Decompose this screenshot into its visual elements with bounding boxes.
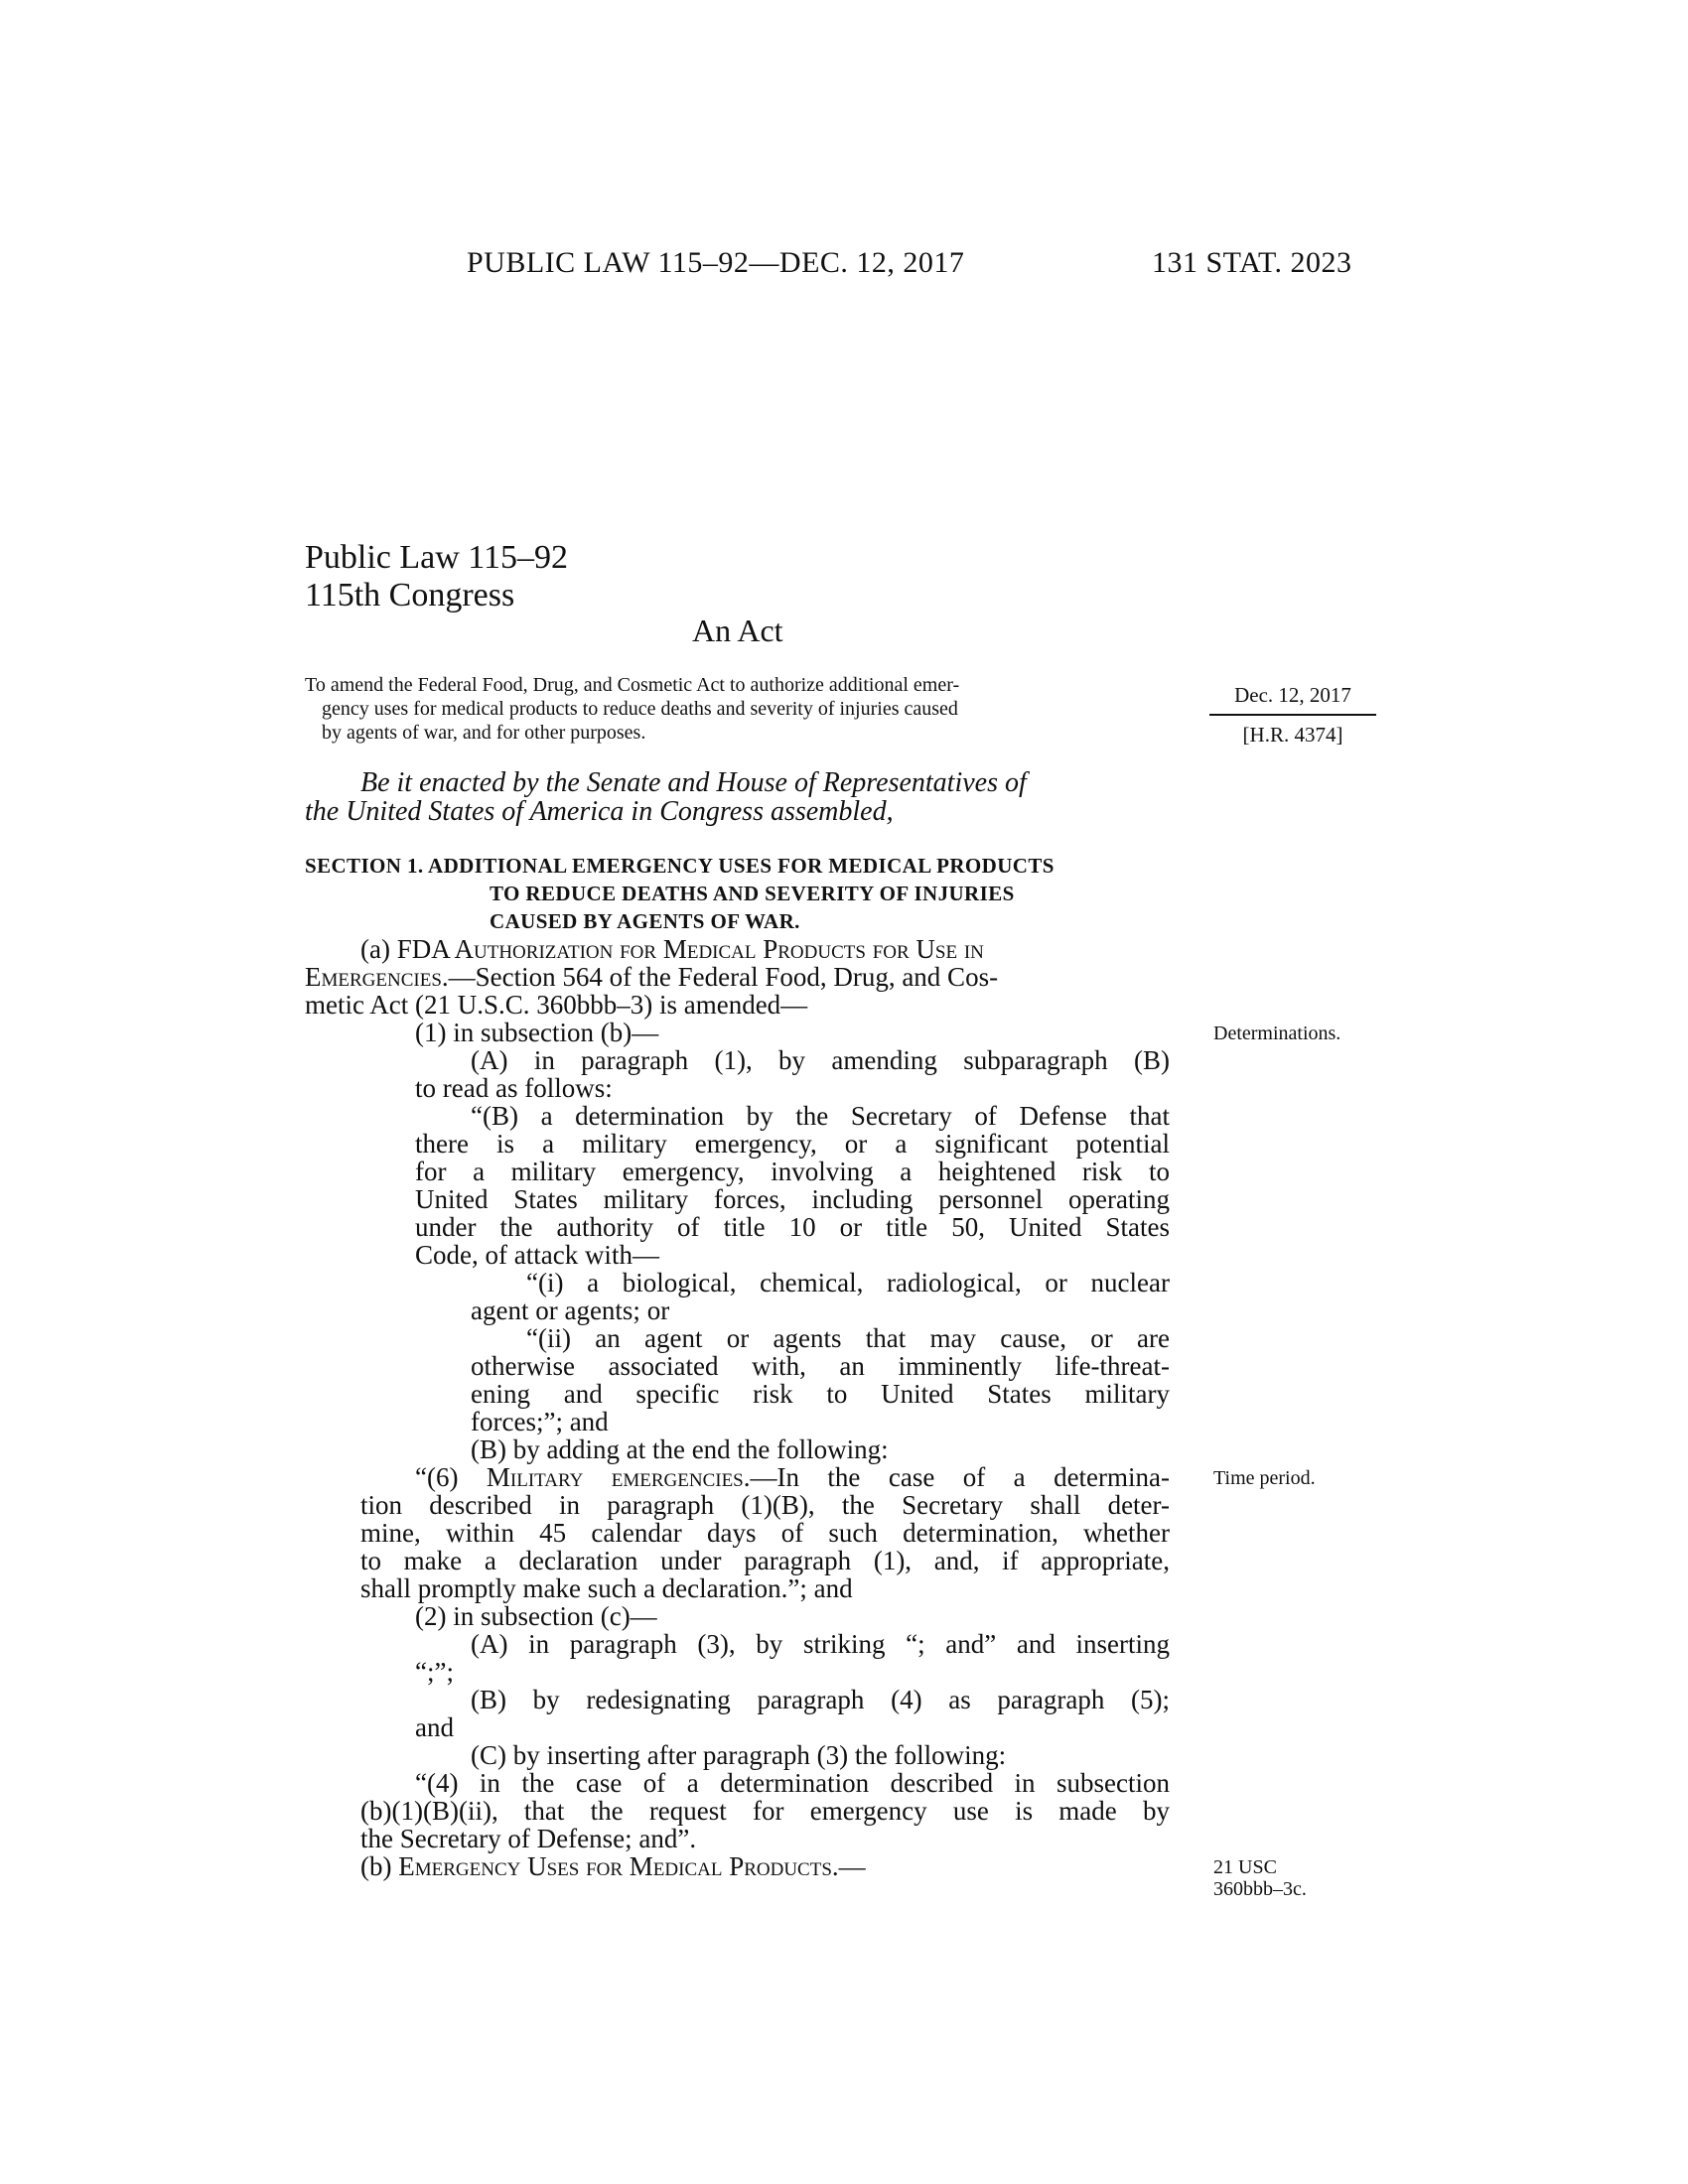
quoted-text-line: “(4) in the case of a determination described in subsection (415, 1768, 1170, 1798)
congress-label: 115th Congress (305, 577, 515, 614)
body-line: and (415, 1712, 454, 1742)
enactment-date: Dec. 12, 2017 (1209, 683, 1376, 716)
quoted-text-line: (b)(1)(B)(ii), that the request for emergency use is made by (360, 1796, 1170, 1826)
quoted-text-line: “(B) a determination by the Secretary of Defense that (471, 1101, 1170, 1131)
subsection-b-label: (b) (360, 1851, 399, 1881)
quoted-text-line: there is a military emergency, or a significant potential (415, 1129, 1170, 1159)
body-line: (A) in paragraph (3), by striking “; and” and inserting (471, 1629, 1170, 1659)
body-line: to read as follows: (415, 1073, 613, 1103)
quoted-text-line: forces;”; and (471, 1407, 609, 1436)
quoted-text-line: otherwise associated with, an imminently life-threat- (471, 1351, 1170, 1381)
body-line: (A) in paragraph (1), by amending subparagraph (B) (471, 1045, 1170, 1075)
body-line (305, 963, 1170, 991)
quoted-text-line: shall promptly make such a declaration.”; and (360, 1573, 853, 1603)
margin-date-box (1209, 683, 1376, 747)
sidenote-determinations: Determinations. (1213, 1023, 1341, 1044)
body-line: (2) in subsection (c)— (415, 1601, 657, 1631)
section-heading-line: CAUSED BY AGENTS OF WAR. (490, 909, 800, 933)
quoted-text-line: United States military forces, including personnel operating (415, 1184, 1170, 1214)
quoted-text-line: to make a declaration under paragraph (1), and, if appropriate, (360, 1546, 1170, 1575)
subsection-b-dash: — (838, 1851, 866, 1881)
quoted-text-line: for a military emergency, involving a heightened risk to (415, 1157, 1170, 1186)
law-number: Public Law 115–92 (305, 539, 569, 576)
body-line: “;”; (415, 1657, 454, 1687)
paragraph-6-caps: Military emergencies. (486, 1462, 751, 1492)
subsection-b-caps: Emergency Uses for Medical Products. (398, 1851, 839, 1881)
running-head-law: PUBLIC LAW 115–92—DEC. 12, 2017 (467, 246, 965, 279)
sidenote-usc-citation: 360bbb–3c. (1213, 1878, 1307, 1900)
section-heading-line: SECTION 1. ADDITIONAL EMERGENCY USES FOR MEDICAL PRODUCTS (305, 854, 1055, 878)
quoted-text-line: mine, within 45 calendar days of such determination, whether (360, 1518, 1170, 1548)
quoted-text-line: tion described in paragraph (1)(B), the Secretary shall deter- (360, 1490, 1170, 1520)
enacting-clause-line: Be it enacted by the Senate and House of Representatives of (360, 767, 1027, 798)
purpose-line: gency uses for medical products to reduce deaths and severity of injuries caused (322, 698, 958, 720)
paragraph-6-text: —In the case of a determina- (750, 1462, 1171, 1492)
subsection-b-heading (360, 1852, 866, 1880)
quoted-text-line: “(ii) an agent or agents that may cause, or are (526, 1323, 1170, 1353)
body-line: (B) by adding at the end the following: (471, 1434, 889, 1464)
paragraph-6-label: “(6) (415, 1462, 487, 1492)
sidenote-usc-citation: 21 USC (1213, 1856, 1277, 1878)
body-line: metic Act (21 U.S.C. 360bbb–3) is amended— (305, 990, 808, 1020)
running-head-page-citation: 131 STAT. 2023 (1152, 246, 1352, 279)
sidenote-time-period: Time period. (1213, 1467, 1316, 1489)
body-line: (B) by redesignating paragraph (4) as paragraph (5); (471, 1685, 1170, 1714)
section-heading-line: TO REDUCE DEATHS AND SEVERITY OF INJURIES (490, 882, 1015, 905)
quoted-text-line: “(i) a biological, chemical, radiological, or nuclear (526, 1268, 1170, 1297)
body-line: (C) by inserting after paragraph (3) the following: (471, 1740, 1007, 1770)
quoted-text-line: under the authority of title 10 or title 50, United States (415, 1212, 1170, 1242)
act-heading: An Act (692, 613, 783, 648)
subsection-a-caps: FDA Authorization for Medical Products for Use in (396, 934, 984, 964)
enacting-clause-line: the United States of America in Congress assembled, (305, 796, 894, 827)
subsection-a-heading (360, 935, 1170, 963)
purpose-line: by agents of war, and for other purposes. (322, 722, 646, 744)
purpose-line: To amend the Federal Food, Drug, and Cosmetic Act to authorize additional emer- (305, 674, 960, 696)
quoted-text-line: Code, of attack with— (415, 1240, 659, 1270)
quoted-text-line: agent or agents; or (471, 1296, 670, 1325)
bill-number: [H.R. 4374] (1242, 723, 1343, 747)
subsection-a-text: —Section 564 of the Federal Food, Drug, and Cos- (448, 962, 999, 992)
subsection-a-caps: Emergencies. (305, 962, 449, 992)
quoted-paragraph-6-heading (415, 1463, 1170, 1491)
body-line: (1) in subsection (b)— (415, 1018, 659, 1047)
quoted-text-line: the Secretary of Defense; and”. (360, 1824, 697, 1853)
subsection-a-label: (a) (360, 934, 397, 964)
quoted-text-line: ening and specific risk to United States military (471, 1379, 1170, 1409)
